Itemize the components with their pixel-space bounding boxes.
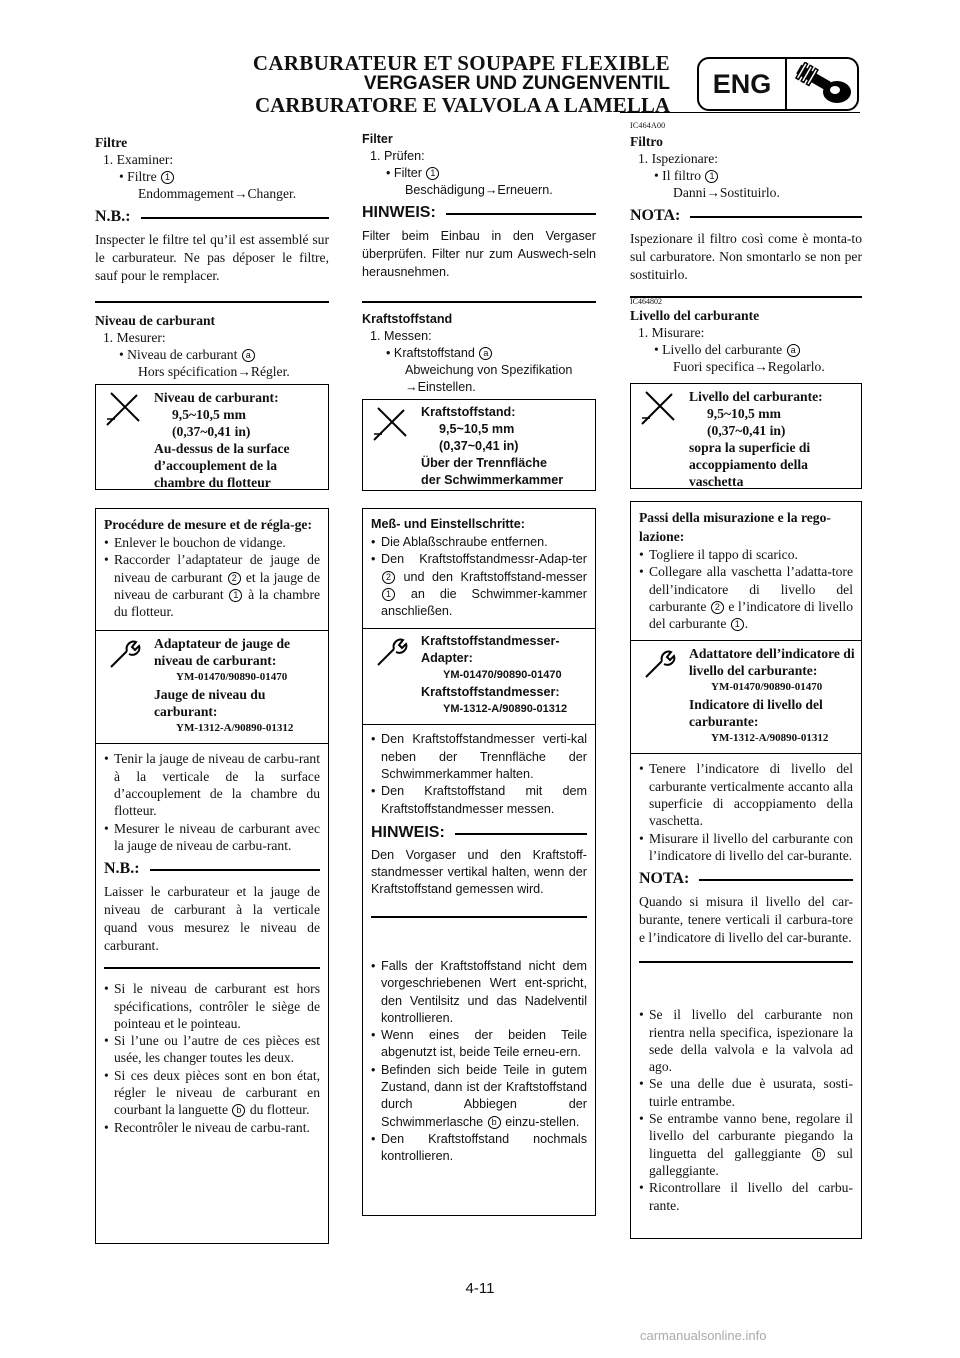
spec-line: vaschetta — [689, 474, 744, 489]
filtro-step: 1. Ispezionare: — [638, 151, 719, 166]
tool-part-number: YM-1312-A/90890-01312 — [443, 703, 568, 716]
spec-line: d’accouplement de la — [154, 458, 278, 473]
procedure-step: Mesurer le niveau de carburant avec la jauge de niveau de carbu-rant. — [114, 820, 320, 853]
ref-letter: a — [479, 347, 492, 360]
procedure-step-cont: et la jauge de niveau de carburant — [114, 569, 320, 602]
tool-name: Kraftstoffstandmesser: — [421, 685, 560, 700]
note-2 — [371, 824, 587, 918]
filtre-item-text: Filtre — [127, 169, 157, 184]
special-tool — [631, 640, 861, 754]
engine-parts-icon — [787, 59, 857, 109]
spec-line: Niveau de carburant: — [154, 390, 279, 405]
header-title-fr: CARBURATEUR ET SOUPAPE FLEXIBLE — [252, 51, 670, 75]
procedure-step-cont: und den Kraftstoffstand-messer — [403, 569, 588, 584]
note-heading: N.B.: — [104, 860, 140, 878]
procedure-step: Tenere l’indicatore di livello del carburante verticalmente accanto alla superficie di accoppiamento della vaschetta. — [649, 761, 853, 829]
note-heading: NOTA: — [630, 207, 681, 224]
procedure-step: Den Kraftstoffstandmessr-Adap-ter — [381, 552, 587, 567]
special-tool — [96, 630, 328, 744]
note-text: Laisser le carburateur et la jauge de niveau de carburant à la verticale quand vous mesurez le niveau de carburant. — [104, 884, 320, 954]
ref-letter: b — [488, 1116, 501, 1129]
procedure-step-cont: du flotteur. — [249, 1102, 310, 1118]
filter-result: Beschädigung→Erneuern. — [405, 183, 553, 197]
niveau-item-text: Niveau de carburant — [127, 347, 238, 362]
wrench-icon — [96, 631, 150, 743]
procedure-step: Befinden sich beide Teile in gutem Zustand, dann ist der Kraftstoffstand durch Abbiegen der Schwimmerlasche — [381, 1062, 587, 1129]
note-heading: NOTA: — [639, 870, 690, 888]
niveau-item: • Niveau de carburant a — [95, 346, 329, 363]
procedure-step: Ricontrollare il livello del carbu-rante. — [649, 1180, 853, 1213]
filter-title: Filter — [362, 132, 393, 146]
spec-line: Über der Trennfläche — [421, 456, 547, 470]
ref-letter: a — [787, 344, 800, 357]
filtre-result: Endommagement→Changer. — [138, 186, 297, 201]
filtro-item: • Il filtro 1 — [630, 167, 862, 184]
wrench-icon — [631, 641, 685, 753]
kraftstoffstand-result: Abweichung von Spezifikation — [405, 363, 573, 377]
eng-label: ENG — [699, 59, 787, 109]
ref-letter: b — [232, 1104, 245, 1117]
tool-name: Adaptateur de jauge de niveau de carburant: — [154, 636, 291, 669]
note-1 — [95, 208, 329, 303]
ref-number: 1 — [161, 171, 174, 184]
note-text: Quando si misura il livello del car-burante, tenere verticali il carbura-tore e l’indicatore di livello del car-burante. — [639, 894, 853, 946]
filter-step: 1. Prüfen: — [370, 149, 425, 163]
filtre-step: 1. Examiner: — [103, 152, 174, 167]
tool-name: Indicatore di livello del carburante: — [689, 697, 823, 730]
procedure-box: Passi della misurazione e la rego-lazione: • Togliere il tappo di scarico. • Collegare alla vaschetta l’adatta-tore dell’indicatore di livello del carburante 2 e l’indicatore di livello del carburante 1 . Adattatore dell’indicatore di livello del carburante: YM-01470/90890-01470 Indicatore di livello del carburante: YM-1312-A/90890-01312 • Tenere l’indicatore di livello del carburante verticalmente accanto alla superficie di accoppiamento della vaschetta. • Misurare il livello del carburante con l’indicatore di livello del car-burante. NOTA: Quando si misura il livello del car-burante, tenere verticali il carbura-tore e l’indicatore di livello del car-burante. • Se il livello del carburante non rientra nella specifica, ispezionare la sede della valvola e la valvola ad ago. • Se una delle due è usurata, sosti-tuirle entrambe. • Se entrambe vanno bene, regolare il livello del carburante piegando la linguetta del galleggiante b sul galleggiante. • Ricontrollare il livello del carbu-rante. — [630, 501, 862, 1239]
niveau-step: 1. Mesurer: — [103, 330, 166, 345]
ref-number: 1 — [705, 170, 718, 183]
niveau-result: Hors spécification→Régler. — [138, 364, 290, 379]
header-title-de: VERGASER UND ZUNGENVENTIL — [363, 73, 670, 95]
procedure-step: Togliere il tappo di scarico. — [649, 547, 798, 562]
ref-letter: b — [812, 1148, 825, 1161]
procedure-step: Si le niveau de carburant est hors spécifications, contrôler le siège de pointeau et le pointeau. — [114, 981, 320, 1031]
livello-result: Fuori specifica→Regolarlo. — [673, 359, 825, 374]
procedure-step: Se una delle due è usurata, sosti-tuirle entrambe. — [649, 1076, 853, 1109]
tool-name: Kraftstoffstandmesser-Adapter: — [421, 634, 560, 666]
caliper-icon — [631, 384, 685, 494]
spec-line: der Schwimmerkammer — [421, 473, 564, 487]
note-heading: HINWEIS: — [362, 204, 436, 221]
header-title-it: CARBURATORE E VALVOLA A LAMELLA — [254, 92, 670, 117]
procedure-step: Die Ablaßschraube entfernen. — [381, 535, 548, 549]
spec-line: sopra la superficie di — [689, 440, 811, 455]
tool-part-number: YM-1312-A/90890-01312 — [176, 722, 294, 735]
page-number: 4-11 — [465, 1280, 495, 1297]
procedure-step: Collegare alla vaschetta l’adatta-tore dell’indicatore di livello del carburante — [649, 564, 853, 614]
tool-part-number: YM-01470/90890-01470 — [176, 671, 288, 684]
procedure-step: Raccorder l’adaptateur de jauge de niveau de carburant — [114, 552, 320, 585]
procedure-step-cont: sul galleggiante. — [649, 1145, 853, 1178]
ref-number: 1 — [229, 589, 242, 602]
kraftstoffstand-step: 1. Messen: — [370, 329, 432, 343]
procedure-title: Meß- und Einstellschritte: — [371, 517, 525, 531]
livello-title: Livello del carburante — [630, 308, 760, 323]
spec-line: chambre du flotteur — [154, 475, 271, 490]
filtro-result: Danni→Sostituirlo. — [673, 185, 780, 200]
procedure-step: Se entrambe vanno bene, regolare il livello del carburante piegando la linguetta del galleggiante — [649, 1111, 853, 1161]
procedure-step: Enlever le bouchon de vidange. — [114, 535, 286, 550]
filter-item: • Filter 1 — [362, 165, 596, 182]
tool-part-number: YM-01470/90890-01470 — [711, 681, 823, 694]
spec-line: (0,37~0,41 in) — [172, 424, 251, 439]
procedure-box: Meß- und Einstellschritte: • Die Ablaßschraube entfernen. • Den Kraftstoffstandmessr-Adap-ter 2 und den Kraftstoffstand-messer 1 an die Schwimmer-kammer anschließen. Kraftstoffstandmesser-Adapter: YM-01470/90890-01470 Kraftstoffstandmesser: YM-1312-A/90890-01312 • Den Kraftstoffstandmesser verti-kal neben der Trennfläche der Schwimmerkammer halten. • Den Kraftstoffstand mit dem Kraftstoffstandmesser messen. HINWEIS: Den Vorgaser und den Kraftstoff-standmesser vertikal halten, wenn der Kraftstoffstand gemessen wird. • Falls der Kraftstoffstand nicht dem vorgeschriebenen Wert ent-spricht, den Ventilsitz und das Nadelventil kontrollieren. • Wenn eines der beiden Teile abgenutzt ist, beide Teile erneu-ern. • Befinden sich beide Teile in gutem Zustand, dann ist der Kraftstoffstand durch Abbiegen der Schwimmerlasche b einzu-stellen. • Den Kraftstoffstand nochmals kontrollieren. — [362, 508, 596, 1216]
procedure-step: Den Kraftstoffstand nochmals kontrollieren. — [381, 1131, 587, 1164]
procedure-step: Den Kraftstoffstand mit dem Kraftstoffstandmesser messen. — [381, 784, 587, 816]
procedure-step-cont: à la chambre du flotteur. — [114, 586, 321, 620]
wrench-icon — [363, 629, 417, 724]
note-1 — [362, 204, 596, 303]
tool-name: Adattatore dell’indicatore di livello del carburante: — [689, 646, 855, 679]
spec-line: Au-dessus de la surface — [154, 441, 290, 456]
procedure-step: Falls der Kraftstoffstand nicht dem vorgeschriebenen Wert ent-spricht, den Ventilsitz und das Nadelventil kontrollieren. — [381, 958, 587, 1025]
procedure-step-cont: e l’indicatore di livello del carburante — [649, 598, 853, 632]
note-heading: N.B.: — [95, 208, 131, 225]
procedure-step: Tenir la jauge de niveau de carbu-rant à la verticale de la surface d’accouplement de la chambre du flotteur. — [114, 751, 320, 819]
kraftstoffstand-title: Kraftstoffstand — [362, 312, 453, 326]
ref-number: 2 — [382, 571, 395, 584]
procedure-step: Misurare il livello del carburante con l’indicatore di livello del car-burante. — [649, 830, 853, 863]
note-text: Inspecter le filtre tel qu’il est assemblé sur le carburateur. Ne pas déposer le filtre, sauf pour le remplacer. — [95, 232, 329, 283]
note-text: Den Vorgaser und den Kraftstoff-standmesser vertikal halten, wenn der Kraftstoffstand gemessen wird. — [371, 847, 587, 896]
filtre-item: • Filtre 1 — [95, 168, 329, 185]
spec-line: (0,37~0,41 in) — [439, 439, 519, 453]
tool-part-number: YM-01470/90890-01470 — [443, 669, 562, 682]
watermark: carmanualsonline.info — [640, 1328, 767, 1343]
spec-line: 9,5~10,5 mm — [707, 406, 781, 421]
procedure-title: Procédure de mesure et de régla-ge: — [104, 517, 312, 532]
section-code: IC464A00 — [630, 121, 666, 130]
livello-item-text: Livello del carburante — [662, 342, 783, 357]
filtro-item-text: Il filtro — [662, 168, 702, 183]
header-rule — [620, 112, 860, 113]
ref-number: 1 — [382, 588, 395, 601]
note-2 — [639, 870, 853, 963]
ref-number: 2 — [711, 601, 724, 614]
spec-box — [95, 384, 329, 490]
spec-line: Kraftstoffstand: — [421, 405, 516, 419]
special-tool — [363, 628, 595, 725]
procedure-step: Recontrôler le niveau de carbu-rant. — [114, 1119, 310, 1135]
spec-line: 9,5~10,5 mm — [172, 407, 246, 422]
procedure-step: Den Kraftstoffstandmesser verti-kal neben der Trennfläche der Schwimmerkammer halten. — [381, 732, 587, 782]
note-1 — [630, 207, 862, 298]
procedure-step-cont: . — [744, 616, 749, 632]
spec-line: Livello del carburante: — [689, 389, 823, 404]
niveau-title: Niveau de carburant — [95, 313, 216, 328]
procedure-step: Si ces deux pièces sont en bon état, régler le niveau de carburant en courbant la languette — [114, 1067, 320, 1118]
procedure-step-cont: an die Schwimmer-kammer anschließen. — [381, 586, 588, 619]
ref-number: 2 — [228, 572, 241, 585]
procedure-step: Se il livello del carburante non rientra nella specifica, ispezionare la sede della valvola e la valvola ad ago. — [649, 1007, 853, 1075]
procedure-title: Passi della misurazione e la rego-lazione: — [639, 510, 831, 544]
procedure-step-cont: einzu-stellen. — [505, 1114, 580, 1129]
ref-number: 1 — [731, 618, 744, 631]
livello-step: 1. Misurare: — [638, 325, 705, 340]
caliper-icon — [363, 400, 417, 493]
procedure-step: Wenn eines der beiden Teile abgenutzt ist, beide Teile erneu-ern. — [381, 1028, 587, 1060]
procedure-box: Procédure de mesure et de régla-ge: • Enlever le bouchon de vidange. • Raccorder l’adaptateur de jauge de niveau de carburant 2 et la jauge de niveau de carburant 1 à la chambre du flotteur. Adaptateur de jauge de niveau de carburant: YM-01470/90890-01470 Jauge de niveau du carburant: YM-1312-A/90890-01312 • Tenir la jauge de niveau de carbu-rant à la verticale de la surface d’accouplement de la chambre du flotteur. • Mesurer le niveau de carburant avec la jauge de niveau de carbu-rant. N.B.: Laisser le carburateur et la jauge de niveau de carburant à la verticale quand vous mesurez le niveau de carburant. • Si le niveau de carburant est hors spécifications, contrôler le siège de pointeau et le pointeau. • Si l’une ou l’autre de ces pièces est usée, les changer toutes les deux. • Si ces deux pièces sont en bon état, régler le niveau de carburant en courbant la languette b du flotteur. • Recontrôler le niveau de carbu-rant. — [95, 508, 329, 1244]
filter-item-text: Filter — [393, 166, 422, 180]
section-badge — [697, 57, 859, 111]
note-text: Filter beim Einbau in den Vergaser überprüfen. Filter nur zum Auswech-seln herausnehmen. — [362, 229, 596, 279]
spec-line: 9,5~10,5 mm — [439, 422, 515, 436]
spec-box — [630, 383, 862, 489]
kraftstoffstand-item: • Kraftstoffstand a — [362, 345, 596, 362]
kraftstoffstand-item-text: Kraftstoffstand — [393, 346, 475, 360]
ref-letter: a — [242, 349, 255, 362]
procedure-step: Si l’une ou l’autre de ces pièces est usée, les changer toutes les deux. — [114, 1033, 320, 1066]
note-heading: HINWEIS: — [371, 823, 445, 841]
ref-number: 1 — [426, 167, 439, 180]
filtre-title: Filtre — [95, 135, 128, 150]
filtro-title: Filtro — [630, 134, 663, 149]
tool-name: Jauge de niveau du carburant: — [154, 687, 266, 720]
section-code: IC464802 — [630, 297, 662, 306]
livello-item: • Livello del carburante a — [630, 341, 862, 358]
tool-part-number: YM-1312-A/90890-01312 — [711, 732, 829, 745]
page-header — [253, 52, 670, 116]
spec-box — [362, 399, 596, 491]
kraftstoffstand-result: →Einstellen. — [405, 380, 476, 394]
caliper-icon — [96, 385, 150, 495]
spec-line: (0,37~0,41 in) — [707, 423, 786, 438]
spec-line: accoppiamento della — [689, 457, 808, 472]
note-2 — [104, 860, 320, 969]
note-text: Ispezionare il filtro così come è monta-to sul carburatore. Non smontarlo se non per sostituirlo. — [630, 231, 862, 282]
